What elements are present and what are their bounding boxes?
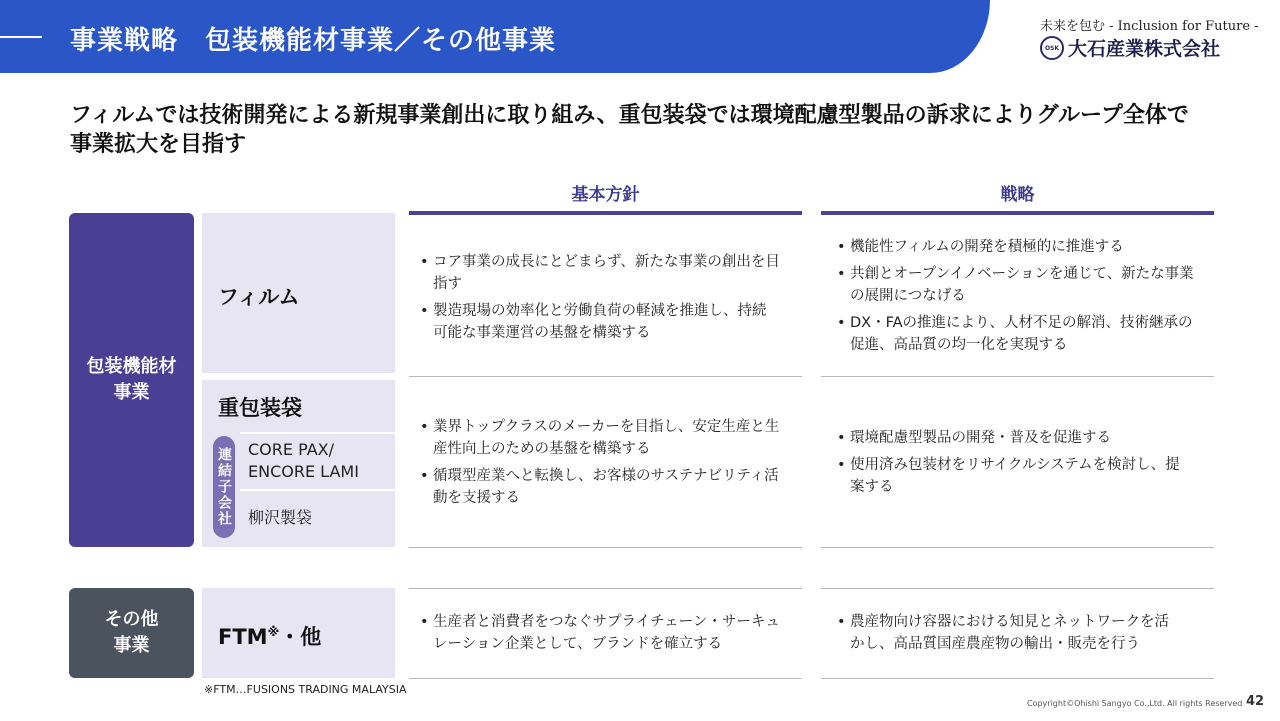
headline: フィルムでは技術開発による新規事業創出に取り組み、重包装袋では環境配慮型製品の訴求によりグループ全体で事業拡大を目指す xyxy=(70,103,1189,157)
segment-packaging xyxy=(69,213,194,547)
row-divider xyxy=(409,547,802,548)
subsidiary-separator xyxy=(240,432,395,434)
page-title: 事業戦略 包装機能材事業／その他事業 xyxy=(70,26,557,56)
list-item: • 使用済み包装材をリサイクルシステムを検討し、提案する xyxy=(837,454,1182,498)
row-divider xyxy=(409,678,802,679)
list-item: • 生産者と消費者をつなぐサプライチェーン・サーキュレーション企業として、ブランドを確立する xyxy=(420,611,790,655)
list-item: • DX・FAの推進により、人材不足の解消、技術継承の促進、高品質の均一化を実現する xyxy=(837,312,1199,356)
row-divider xyxy=(821,588,1214,589)
row-ftm-label-main: FTM xyxy=(218,625,268,649)
subsidiary-core-pax: CORE PAX/ ENCORE LAMI xyxy=(248,440,359,481)
row-divider xyxy=(821,376,1214,377)
logo-tagline: 未来を包む - Inclusion for Future - xyxy=(1040,19,1259,34)
header-dash xyxy=(0,36,42,38)
row-heavy-bag-label: 重包装袋 xyxy=(218,396,302,420)
list-item: • 共創とオープンイノベーションを通じて、新たな事業の展開につなげる xyxy=(837,263,1199,307)
ftm-policy-list xyxy=(420,611,790,660)
film-policy-list xyxy=(420,251,780,349)
segment-other-line1: その他 xyxy=(104,609,159,630)
row-divider xyxy=(409,588,802,589)
row-ftm-label-mark: ※ xyxy=(267,625,280,639)
company-logo-icon: OSK xyxy=(1040,36,1064,60)
column-rule-strategy xyxy=(821,211,1214,215)
list-item: • 業界トップクラスのメーカーを目指し、安定生産と生産性向上のための基盤を構築する xyxy=(420,416,780,460)
footnote: ※FTM…FUSIONS TRADING MALAYSIA xyxy=(204,683,407,696)
segment-other-line2: 事業 xyxy=(113,635,150,656)
row-ftm-label-suffix: ・他 xyxy=(279,625,322,649)
copyright: Copyright©Ohishi Sangyo Co.,Ltd. All rights Reserved xyxy=(1027,699,1243,708)
list-item: • 農産物向け容器における知見とネットワークを活かし、高品質国産農産物の輸出・販売を行う xyxy=(837,611,1182,655)
ftm-strategy-list xyxy=(837,611,1182,660)
segment-packaging-line1: 包装機能材 xyxy=(86,356,177,377)
list-item: • 機能性フィルムの開発を積極的に推進する xyxy=(837,236,1199,258)
column-header-strategy: 戦略 xyxy=(1000,185,1035,205)
segment-packaging-line2: 事業 xyxy=(113,382,150,403)
list-item: • 製造現場の効率化と労働負荷の軽減を推進し、持続可能な事業運営の基盤を構築する xyxy=(420,300,780,344)
segment-other xyxy=(69,588,194,678)
list-item: • コア事業の成長にとどまらず、新たな事業の創出を目指す xyxy=(420,251,780,295)
row-film-label: フィルム xyxy=(218,285,300,309)
subsidiary-tag: 連結子会社 xyxy=(213,436,235,538)
list-item: • 循環型産業へと転換し、お客様のサステナビリティ活動を支援する xyxy=(420,465,780,509)
subsidiary-separator xyxy=(240,489,395,491)
column-header-policy: 基本方針 xyxy=(571,185,640,205)
row-divider xyxy=(409,376,802,377)
film-strategy-list xyxy=(837,236,1199,361)
page-number: 42 xyxy=(1246,694,1265,709)
heavy-bag-policy-list xyxy=(420,416,780,514)
heavy-bag-strategy-list xyxy=(837,427,1182,503)
row-divider xyxy=(821,678,1214,679)
list-item: • 環境配慮型製品の開発・普及を促進する xyxy=(837,427,1182,449)
subsidiary-yanagisawa: 柳沢製袋 xyxy=(248,508,313,527)
row-divider xyxy=(821,547,1214,548)
company-name: 大石産業株式会社 xyxy=(1068,38,1221,60)
row-ftm-label xyxy=(218,621,321,651)
column-rule-policy xyxy=(409,211,802,215)
